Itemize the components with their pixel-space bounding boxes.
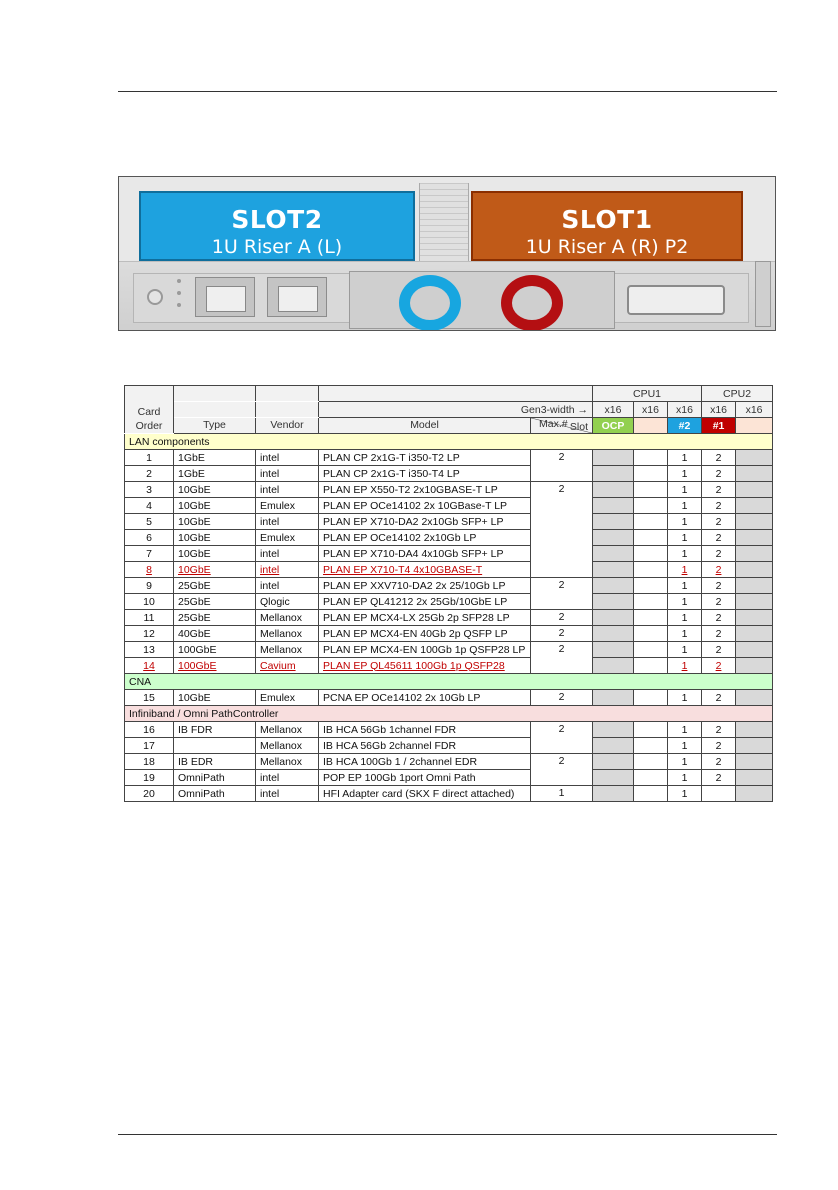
cell-model: IB HCA 56Gb 2channel FDR	[319, 738, 531, 754]
cell-slot2-order: 1	[668, 626, 702, 642]
cell-slot-ocp	[593, 690, 634, 706]
cell-slot1-order: 2	[702, 658, 736, 674]
cell-card-order: 13	[125, 642, 174, 658]
header-rule	[118, 91, 777, 92]
cell-type	[174, 738, 256, 754]
cell-slot1-order: 2	[702, 754, 736, 770]
table-row	[125, 482, 773, 498]
cpu2-header: CPU2	[702, 386, 773, 402]
cell-vendor: intel	[256, 786, 319, 802]
cell-max-count: 2	[531, 610, 593, 626]
slot2-subtitle: 1U Riser A (L)	[211, 236, 343, 258]
cell-type: 1GbE	[174, 466, 256, 482]
table-row	[125, 642, 773, 658]
cell-slot-empty	[634, 514, 668, 530]
cell-slot2-order: 1	[668, 610, 702, 626]
cell-type: 25GbE	[174, 610, 256, 626]
cell-slot2-order: 1	[668, 594, 702, 610]
cell-vendor: intel	[256, 546, 319, 562]
cell-max-count: 2	[531, 482, 593, 578]
cell-card-order: 2	[125, 466, 174, 482]
cell-type: 10GbE	[174, 562, 256, 578]
width-x16: x16	[702, 402, 736, 418]
cell-type: 100GbE	[174, 658, 256, 674]
cell-slot1-order: 2	[702, 610, 736, 626]
table-row	[125, 546, 773, 562]
table-row	[125, 626, 773, 642]
cell-vendor: Mellanox	[256, 642, 319, 658]
cell-card-order: 12	[125, 626, 174, 642]
cell-slot-empty	[736, 546, 773, 562]
cell-type: 10GbE	[174, 530, 256, 546]
slot1-marker-ring-icon	[501, 275, 563, 331]
cell-card-order: 9	[125, 578, 174, 594]
hdr-empty	[256, 402, 319, 418]
cell-vendor: Mellanox	[256, 738, 319, 754]
cell-model: PLAN EP MCX4-EN 40Gb 2p QSFP LP	[319, 626, 531, 642]
cell-vendor: intel	[256, 482, 319, 498]
cell-model: PLAN EP X710-DA4 4x10Gb SFP+ LP	[319, 546, 531, 562]
hdr-empty	[174, 402, 256, 418]
section-header-cna: CNA	[125, 674, 773, 690]
cell-max-count: 2	[531, 450, 593, 482]
cell-slot1-order: 2	[702, 594, 736, 610]
cell-slot-empty	[634, 498, 668, 514]
hdr-empty	[319, 386, 593, 402]
gen3-width-label: Gen3-width →	[319, 402, 593, 418]
section-header-lan: LAN components	[125, 434, 773, 450]
cell-slot-empty	[736, 626, 773, 642]
cell-vendor: intel	[256, 466, 319, 482]
cell-type: 25GbE	[174, 578, 256, 594]
cell-slot-empty	[736, 770, 773, 786]
cell-slot2-order: 1	[668, 498, 702, 514]
cell-slot-ocp	[593, 754, 634, 770]
cell-slot1-order: 2	[702, 466, 736, 482]
cell-slot1-order: 2	[702, 578, 736, 594]
cell-card-order: 18	[125, 754, 174, 770]
cell-model: PLAN EP QL41212 2x 25Gb/10GbE LP	[319, 594, 531, 610]
cell-slot-empty	[634, 546, 668, 562]
slot-ocp-header: OCP	[593, 418, 634, 434]
cell-max-count: 2	[531, 690, 593, 706]
cell-slot-ocp	[593, 738, 634, 754]
cell-model: PLAN EP MCX4-LX 25Gb 2p SFP28 LP	[319, 610, 531, 626]
ocp-bay	[349, 271, 615, 329]
footer-rule	[118, 1134, 777, 1135]
cell-type: OmniPath	[174, 786, 256, 802]
rj45-port-icon	[195, 277, 255, 317]
cell-slot-ocp	[593, 498, 634, 514]
cell-type: IB FDR	[174, 722, 256, 738]
hdr-empty	[174, 386, 256, 402]
cell-slot-empty	[634, 690, 668, 706]
cell-slot-ocp	[593, 786, 634, 802]
connector-port-icon	[627, 285, 725, 315]
cell-vendor: Qlogic	[256, 594, 319, 610]
cell-slot1-order: 2	[702, 546, 736, 562]
cell-card-order: 5	[125, 514, 174, 530]
table-row	[125, 658, 773, 674]
cell-slot2-order: 1	[668, 562, 702, 578]
cell-card-order: 7	[125, 546, 174, 562]
vent-grill	[419, 183, 469, 261]
cell-slot2-order: 1	[668, 642, 702, 658]
cell-card-order: 10	[125, 594, 174, 610]
cell-slot-ocp	[593, 546, 634, 562]
col-type: Type	[174, 418, 256, 434]
cell-slot1-order: 2	[702, 530, 736, 546]
cell-slot2-order: 1	[668, 530, 702, 546]
table-row	[125, 786, 773, 802]
cell-slot1-order: 2	[702, 770, 736, 786]
cell-type: 25GbE	[174, 594, 256, 610]
col-card-order: Card Order	[125, 386, 174, 434]
cell-vendor: intel	[256, 578, 319, 594]
cell-slot-empty	[634, 594, 668, 610]
cell-max-count: 2	[531, 642, 593, 674]
cell-slot-ocp	[593, 722, 634, 738]
cell-slot-empty	[634, 610, 668, 626]
table-row	[125, 530, 773, 546]
cell-slot-empty	[634, 658, 668, 674]
col-slot-max	[531, 418, 593, 434]
hdr-empty	[256, 386, 319, 402]
table-row	[125, 722, 773, 738]
cell-slot-empty	[634, 450, 668, 466]
cell-slot-empty	[736, 450, 773, 466]
cell-model: POP EP 100Gb 1port Omni Path	[319, 770, 531, 786]
cell-vendor: Mellanox	[256, 610, 319, 626]
table-row	[125, 738, 773, 754]
table-row	[125, 770, 773, 786]
cell-slot-ocp	[593, 450, 634, 466]
cell-slot2-order: 1	[668, 450, 702, 466]
section-header-ib: Infiniband / Omni PathController	[125, 706, 773, 722]
cell-vendor: intel	[256, 770, 319, 786]
col-model: Model	[319, 418, 531, 434]
cell-slot1-order: 2	[702, 514, 736, 530]
cell-slot-empty	[634, 578, 668, 594]
cell-model: PLAN EP X710-DA2 2x10Gb SFP+ LP	[319, 514, 531, 530]
cell-slot1-order: 2	[702, 482, 736, 498]
cell-vendor: Emulex	[256, 498, 319, 514]
cell-vendor: Mellanox	[256, 626, 319, 642]
slot2-box	[139, 191, 415, 261]
cell-vendor: Emulex	[256, 690, 319, 706]
cell-slot-empty	[634, 722, 668, 738]
col-max: Max.#	[539, 418, 568, 430]
slot1-title: SLOT1	[561, 205, 653, 234]
cell-max-count: 2	[531, 754, 593, 786]
cell-slot-ocp	[593, 562, 634, 578]
cell-slot2-order: 1	[668, 578, 702, 594]
cell-max-count: 1	[531, 786, 593, 802]
cell-vendor: intel	[256, 562, 319, 578]
cell-slot-empty	[736, 594, 773, 610]
cell-model: PLAN EP X710-T4 4x10GBASE-T	[319, 562, 531, 578]
cell-slot-empty	[634, 642, 668, 658]
cell-type: 100GbE	[174, 642, 256, 658]
col-slot: Slot	[569, 421, 588, 433]
cell-slot2-order: 1	[668, 754, 702, 770]
cell-card-order: 15	[125, 690, 174, 706]
power-knob-icon	[147, 289, 163, 305]
cell-slot-ocp	[593, 658, 634, 674]
cell-slot-empty	[736, 722, 773, 738]
cell-slot-empty	[736, 610, 773, 626]
cell-slot-empty	[736, 498, 773, 514]
table-row	[125, 754, 773, 770]
rj45-port-icon	[267, 277, 327, 317]
cell-slot-empty	[736, 642, 773, 658]
cell-slot-empty	[634, 530, 668, 546]
cell-slot-empty	[634, 738, 668, 754]
slot1-header: #1	[702, 418, 736, 434]
table-row	[125, 610, 773, 626]
cell-model: IB HCA 56Gb 1channel FDR	[319, 722, 531, 738]
cell-vendor: intel	[256, 514, 319, 530]
cell-slot1-order: 2	[702, 626, 736, 642]
cell-slot2-order: 1	[668, 690, 702, 706]
cell-slot-empty	[634, 562, 668, 578]
cell-card-order: 20	[125, 786, 174, 802]
cell-max-count: 2	[531, 626, 593, 642]
cell-slot1-order: 2	[702, 562, 736, 578]
cell-slot-ocp	[593, 642, 634, 658]
cell-vendor: Mellanox	[256, 722, 319, 738]
cell-vendor: Cavium	[256, 658, 319, 674]
cell-slot-empty	[736, 786, 773, 802]
cell-slot2-order: 1	[668, 482, 702, 498]
table-row	[125, 578, 773, 594]
cell-slot2-order: 1	[668, 658, 702, 674]
slot2-title: SLOT2	[231, 205, 323, 234]
cell-slot1-order: 2	[702, 738, 736, 754]
cell-type: IB EDR	[174, 754, 256, 770]
cell-card-order: 6	[125, 530, 174, 546]
cell-max-count: 2	[531, 578, 593, 610]
chassis-handle	[755, 261, 771, 327]
cell-slot-ocp	[593, 594, 634, 610]
cell-model: PLAN EP MCX4-EN 100Gb 1p QSFP28 LP	[319, 642, 531, 658]
table-row	[125, 514, 773, 530]
cell-type: 10GbE	[174, 690, 256, 706]
cell-model: PLAN EP XXV710-DA2 2x 25/10Gb LP	[319, 578, 531, 594]
cell-type: 10GbE	[174, 482, 256, 498]
cell-slot-empty	[736, 482, 773, 498]
cell-model: PLAN EP QL45611 100Gb 1p QSFP28	[319, 658, 531, 674]
slot1-subtitle: 1U Riser A (R) P2	[525, 236, 689, 258]
cell-slot-ocp	[593, 626, 634, 642]
hdr-empty	[736, 418, 773, 434]
cell-card-order: 11	[125, 610, 174, 626]
slot2-header: #2	[668, 418, 702, 434]
cell-slot-empty	[634, 466, 668, 482]
cell-slot-ocp	[593, 466, 634, 482]
cell-slot1-order: 2	[702, 722, 736, 738]
card-order-table	[124, 385, 772, 802]
cell-card-order: 4	[125, 498, 174, 514]
table-row	[125, 450, 773, 466]
cell-slot2-order: 1	[668, 770, 702, 786]
cell-slot-empty	[634, 754, 668, 770]
cell-vendor: intel	[256, 450, 319, 466]
cell-type: 1GbE	[174, 450, 256, 466]
cell-slot-ocp	[593, 770, 634, 786]
cell-slot-empty	[634, 770, 668, 786]
led-icon	[177, 291, 181, 295]
cell-card-order: 3	[125, 482, 174, 498]
cell-type: OmniPath	[174, 770, 256, 786]
cell-slot-empty	[736, 578, 773, 594]
cell-slot-empty	[736, 466, 773, 482]
cell-slot-empty	[736, 562, 773, 578]
width-x16: x16	[634, 402, 668, 418]
table-row	[125, 498, 773, 514]
cell-card-order: 1	[125, 450, 174, 466]
cell-slot2-order: 1	[668, 722, 702, 738]
cell-slot1-order: 2	[702, 450, 736, 466]
cell-slot-ocp	[593, 482, 634, 498]
cell-vendor: Emulex	[256, 530, 319, 546]
cell-slot-empty	[736, 690, 773, 706]
cell-slot-empty	[736, 738, 773, 754]
cell-slot2-order: 1	[668, 514, 702, 530]
cell-card-order: 8	[125, 562, 174, 578]
cell-slot1-order: 2	[702, 498, 736, 514]
cell-slot2-order: 1	[668, 786, 702, 802]
led-icon	[177, 279, 181, 283]
table-row	[125, 466, 773, 482]
cell-slot-ocp	[593, 578, 634, 594]
cell-card-order: 16	[125, 722, 174, 738]
cell-slot-ocp	[593, 514, 634, 530]
cell-model: PLAN CP 2x1G-T i350-T4 LP	[319, 466, 531, 482]
width-x16: x16	[668, 402, 702, 418]
table-row	[125, 562, 773, 578]
cell-vendor: Mellanox	[256, 754, 319, 770]
cell-model: PLAN CP 2x1G-T i350-T2 LP	[319, 450, 531, 466]
col-vendor: Vendor	[256, 418, 319, 434]
cell-slot-empty	[634, 626, 668, 642]
cell-slot-empty	[736, 514, 773, 530]
cell-type: 10GbE	[174, 498, 256, 514]
cell-slot2-order: 1	[668, 738, 702, 754]
width-x16: x16	[736, 402, 773, 418]
cell-slot-empty	[736, 658, 773, 674]
hdr-empty	[634, 418, 668, 434]
cell-slot-empty	[736, 530, 773, 546]
cell-slot-ocp	[593, 610, 634, 626]
width-x16: x16	[593, 402, 634, 418]
cell-model: HFI Adapter card (SKX F direct attached)	[319, 786, 531, 802]
cell-slot2-order: 1	[668, 546, 702, 562]
cell-model: PLAN EP X550-T2 2x10GBASE-T LP	[319, 482, 531, 498]
table-row	[125, 594, 773, 610]
cell-slot1-order	[702, 786, 736, 802]
cell-type: 10GbE	[174, 514, 256, 530]
cell-slot-empty	[736, 754, 773, 770]
cell-max-count: 2	[531, 722, 593, 754]
led-icon	[177, 303, 181, 307]
cell-slot1-order: 2	[702, 642, 736, 658]
cell-model: PLAN EP OCe14102 2x 10GBase-T LP	[319, 498, 531, 514]
cell-slot-ocp	[593, 530, 634, 546]
cell-model: IB HCA 100Gb 1 / 2channel EDR	[319, 754, 531, 770]
cell-slot1-order: 2	[702, 690, 736, 706]
cell-slot2-order: 1	[668, 466, 702, 482]
cell-model: PLAN EP OCe14102 2x10Gb LP	[319, 530, 531, 546]
cell-slot-empty	[634, 786, 668, 802]
table-row	[125, 690, 773, 706]
cell-card-order: 19	[125, 770, 174, 786]
cell-type: 10GbE	[174, 546, 256, 562]
cell-slot-empty	[634, 482, 668, 498]
cell-model: PCNA EP OCe14102 2x 10Gb LP	[319, 690, 531, 706]
cell-card-order: 14	[125, 658, 174, 674]
cell-type: 40GbE	[174, 626, 256, 642]
slot2-marker-ring-icon	[399, 275, 461, 331]
slot1-box	[471, 191, 743, 261]
cpu1-header: CPU1	[593, 386, 702, 402]
riser-slot-figure	[118, 176, 776, 331]
cell-card-order: 17	[125, 738, 174, 754]
